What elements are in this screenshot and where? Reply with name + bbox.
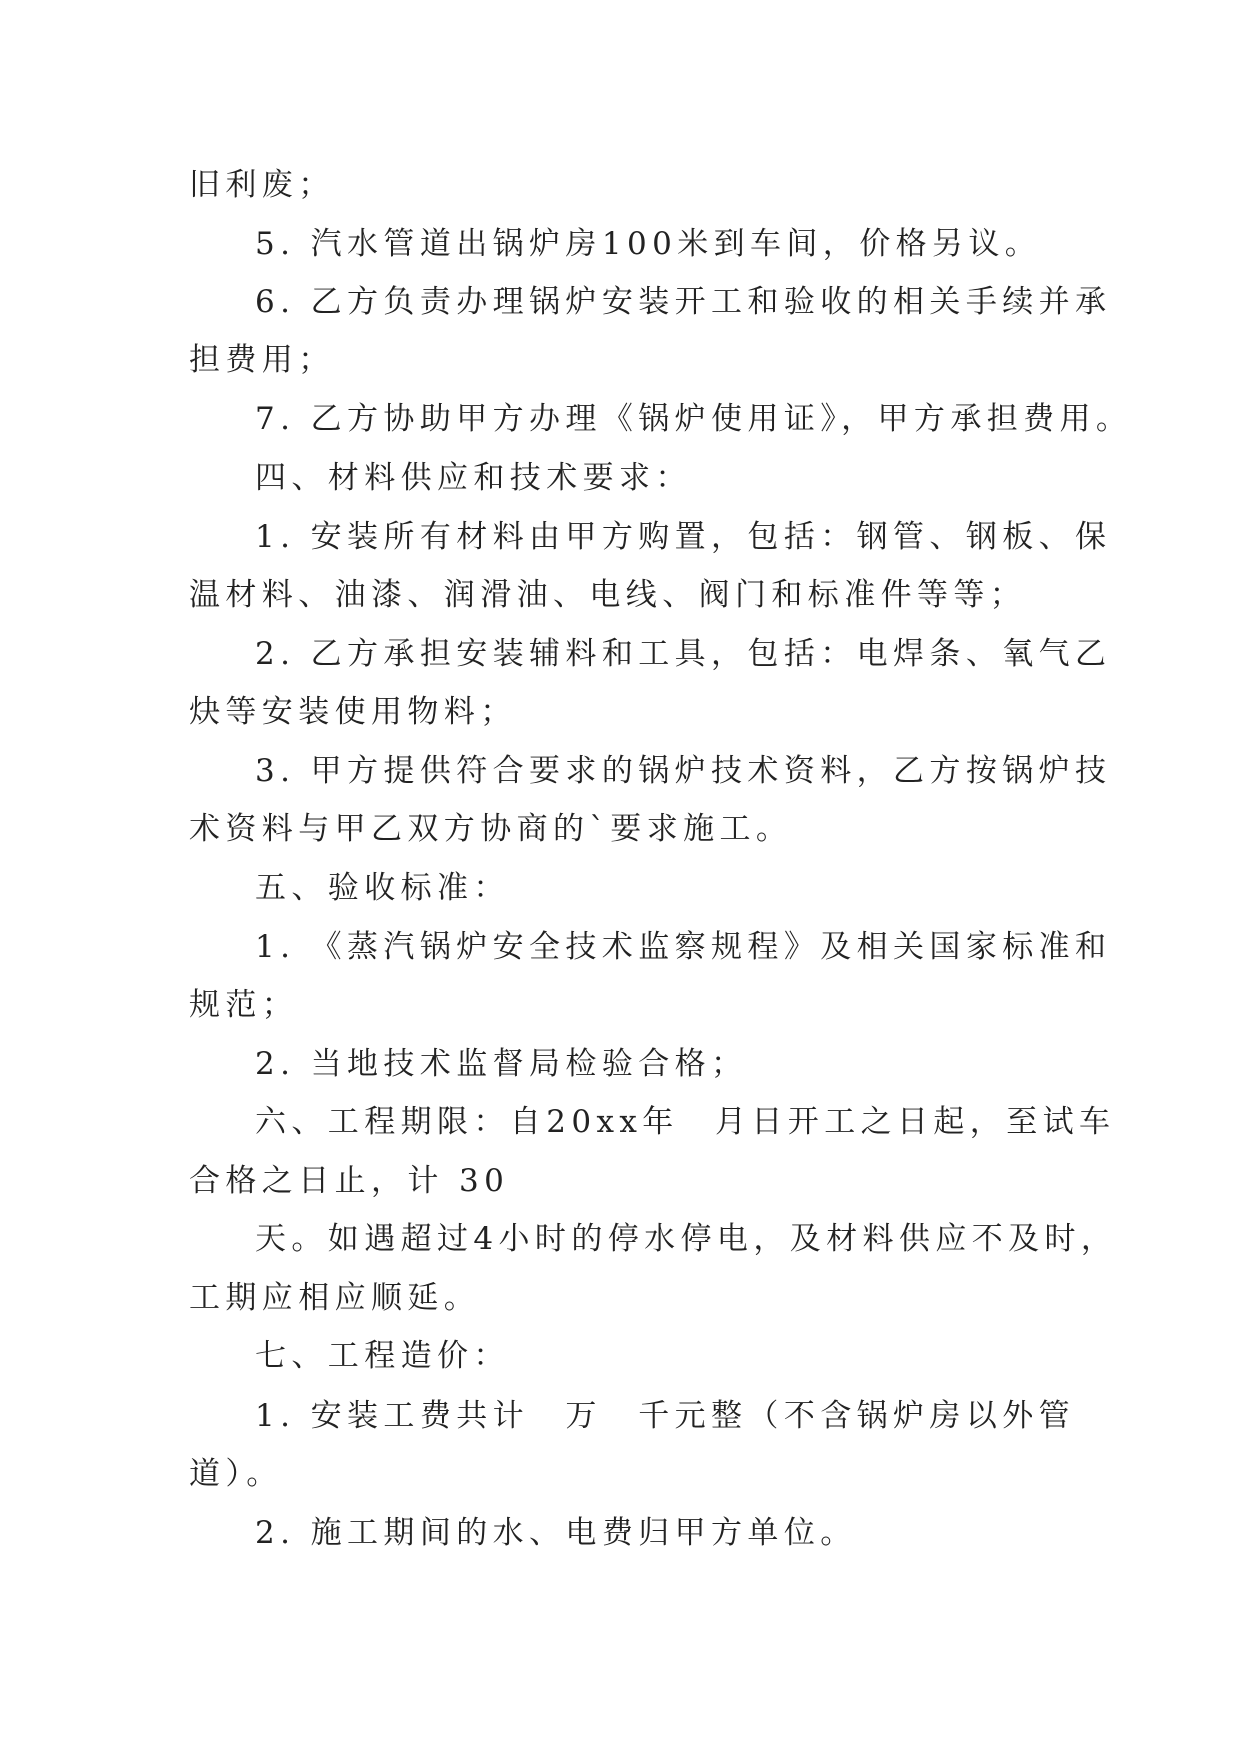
text-line: 担费用；: [189, 342, 335, 378]
section-heading: 六、工程期限：自20xx年 月日开工之日起，至试车: [255, 1104, 1116, 1140]
text-line: 2. 当地技术监督局检验合格；: [255, 1046, 748, 1082]
text-line: 天。如遇超过4小时的停水停电，及材料供应不及时，: [255, 1221, 1118, 1257]
text-line: 旧利废；: [189, 167, 335, 203]
text-line: 1. 安装所有材料由甲方购置，包括：钢管、钢板、保: [255, 519, 1112, 555]
text-line: 7. 乙方协助甲方办理《锅炉使用证》，甲方承担费用。: [255, 401, 1133, 437]
text-line: 2. 乙方承担安装辅料和工具，包括：电焊条、氧气乙: [255, 636, 1112, 672]
text-line: 规范；: [189, 987, 299, 1023]
text-line: 6. 乙方负责办理锅炉安装开工和验收的相关手续并承: [255, 284, 1112, 320]
text-line: 5. 汽水管道出锅炉房100米到车间，价格另议。: [255, 226, 1042, 262]
text-line: 1. 安装工费共计 万 千元整（不含锅炉房以外管: [255, 1398, 1076, 1434]
section-heading: 五、验收标准：: [255, 870, 510, 906]
text-line: 术资料与甲乙双方协商的`要求施工。: [189, 811, 793, 847]
text-line: 3. 甲方提供符合要求的锅炉技术资料，乙方按锅炉技: [255, 753, 1112, 789]
section-heading: 四、材料供应和技术要求：: [255, 460, 692, 496]
text-line: 炔等安装使用物料；: [189, 694, 517, 730]
text-line: 2. 施工期间的水、电费归甲方单位。: [255, 1515, 857, 1551]
text-line: 1. 《蒸汽锅炉安全技术监察规程》及相关国家标准和: [255, 929, 1112, 965]
section-heading: 七、工程造价：: [255, 1338, 510, 1374]
text-line: 温材料、油漆、润滑油、电线、阀门和标准件等等；: [189, 577, 1027, 613]
text-line: 道）。: [189, 1456, 283, 1492]
text-line: 工期应相应顺延。: [189, 1280, 481, 1316]
text-line: 合格之日止，计 30: [189, 1163, 510, 1199]
